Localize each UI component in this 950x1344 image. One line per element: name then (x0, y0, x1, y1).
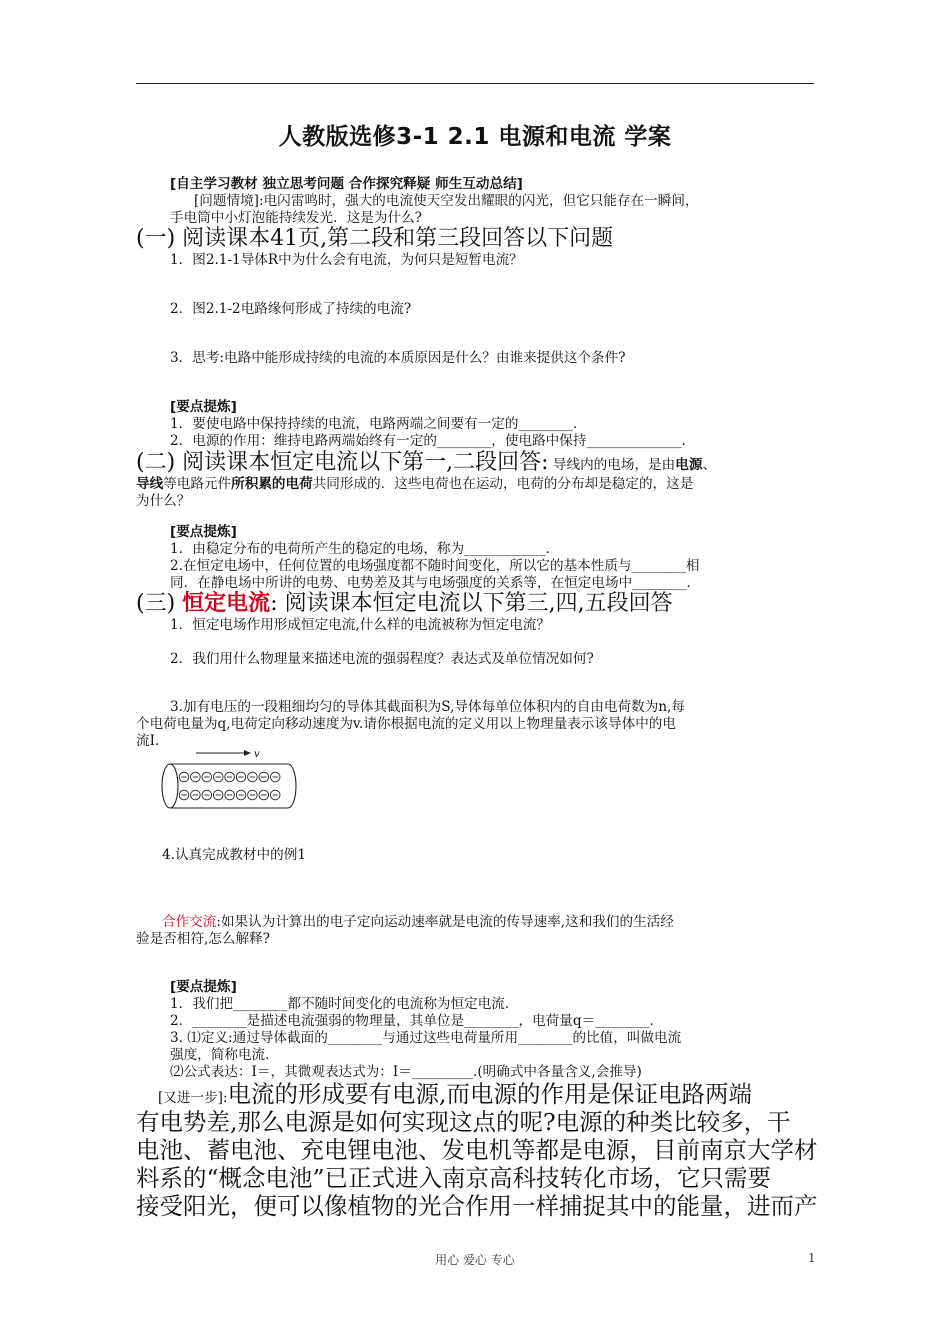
sec2-key-label: [要点提炼] (170, 524, 237, 540)
section-1-heading: (一) 阅读课本41页,第二段和第三段回答以下问题 (136, 226, 614, 251)
sec2-key-2a: 2.在恒定电场中，任何位置的电场强度都不随时间变化，所以它的基本性质与________相 (170, 558, 700, 574)
sec3-key-1: 1．我们把________都不随时间变化的电流称为恒定电流． (170, 996, 519, 1012)
sec1-question-3: 3．思考:电路中能形成持续的电流的本质原因是什么？由谁来提供这个条件? (170, 350, 626, 366)
further-line-5: 接受阳光，便可以像植物的光合作用一样捕捉其中的能量，进而产 (136, 1192, 818, 1220)
sec3-key-4: ⑵公式表达：I＝，其微观表达式为：I＝_________.(明确式中各量含义,会推导) (170, 1064, 642, 1080)
velocity-label: v (254, 749, 260, 760)
sec1-key-label: [要点提炼] (170, 399, 237, 415)
sec3-key-label: [要点提炼] (170, 979, 237, 995)
sec2-paragraph: 导线等电路元件所积累的电荷共同形成的．这些电荷也在运动，电荷的分布却是稳定的，这是 (136, 476, 694, 492)
page-title: 人教版选修3-1 2.1 电源和电流 学案 (278, 124, 672, 150)
sec2-key-2b: 同．在静电场中所讲的电势、电势差及其与电场强度的关系等，在恒定电场中________． (170, 575, 701, 591)
sec1-question-2: 2．图2.1-2电路缘何形成了持续的电流? (170, 301, 412, 317)
further-line-4: 料系的“概念电池”已正式进入南京高科技转化市场，它只需要 (136, 1164, 772, 1192)
cylinder-right-end (288, 764, 296, 808)
sec2-paragraph-end: 为什么？ (136, 493, 191, 509)
intro-line-1: [问题情境]:电闪雷鸣时，强大的电流使天空发出耀眼的闪光，但它只能存在一瞬间， (194, 193, 699, 209)
section-3-heading: (三) 恒定电流: 阅读课本恒定电流以下第三,四,五段回答 (136, 591, 673, 616)
sec3-key-3b: 强度，简称电流. (170, 1047, 270, 1063)
coop-line-1: 合作交流:如果认为计算出的电子定向运动速率就是电流的传导速率,这和我们的生活经 (162, 914, 674, 930)
section-2-heading-line: (二) 阅读课本恒定电流以下第一,二段回答: 导线内的电场，是由电源、 (136, 450, 717, 475)
footer-center: 用心 爱心 专心 (435, 1253, 515, 1267)
subtitle: [自主学习教材 独立思考问题 合作探究释疑 师生互动总结] (170, 176, 523, 192)
page-number: 1 (808, 1251, 816, 1265)
further-line-1: [又进一步]:电流的形成要有电源,而电源的作用是保证电路两端 (158, 1080, 753, 1108)
further-line-2: 有电势差,那么电源是如何实现这点的呢?电源的种类比较多，干 (136, 1108, 791, 1136)
sec3-key-3a: 3. ⑴定义:通过导体截面的________与通过这些电荷量所用________的比值，叫做电流 (170, 1030, 682, 1046)
sec3-question-4: 4.认真完成教材中的例1 (162, 847, 306, 863)
coop-line-2: 验是否相符,怎么解释? (136, 931, 270, 947)
sec1-question-1: 1．图2.1-1导体R中为什么会有电流，为何只是短暂电流？ (170, 252, 523, 268)
electron-charges (179, 772, 280, 800)
conductor-figure (158, 748, 308, 812)
cylinder-left-end (162, 764, 178, 808)
sec3-question-2: 2．我们用什么物理量来描述电流的强弱程度？表达式及单位情况如何? (170, 651, 594, 667)
sec1-key-2: 2．电源的作用：维持电路两端始终有一定的________，使电路中保持______________． (170, 433, 696, 449)
further-line-3: 电池、蓄电池、充电锂电池、发电机等都是电源，目前南京大学材 (136, 1136, 818, 1164)
sec1-key-1: 1．要使电路中保持持续的电流，电路两端之间要有一定的________． (170, 416, 587, 432)
sec3-question-1: 1．恒定电场作用形成恒定电流,什么样的电流被称为恒定电流？ (170, 617, 550, 633)
sec3-question-3b: 个电荷电量为q,电荷定向移动速度为v.请你根据电流的定义用以上物理量表示该导体中的电 (136, 716, 676, 732)
cylinder-body (170, 764, 288, 808)
sec2-key-1: 1．由稳定分布的电荷所产生的稳定的电场，称为____________． (170, 541, 560, 557)
intro-line-2: 手电筒中小灯泡能持续发光．这是为什么? (170, 210, 422, 226)
section-2-heading: (二) 阅读课本恒定电流以下第一,二段回答: (136, 450, 549, 475)
header-rule (136, 83, 814, 84)
sec3-key-2: 2．________是描述电流强弱的物理量，其单位是________，电荷量q＝________． (170, 1013, 664, 1029)
sec3-question-3a: 3.加有电压的一段粗细均匀的导体其截面积为S,导体每单位体积内的自由电荷数为n,每 (170, 699, 685, 715)
sec3-question-3c: 流I. (136, 733, 160, 749)
velocity-arrow-head (244, 750, 251, 756)
